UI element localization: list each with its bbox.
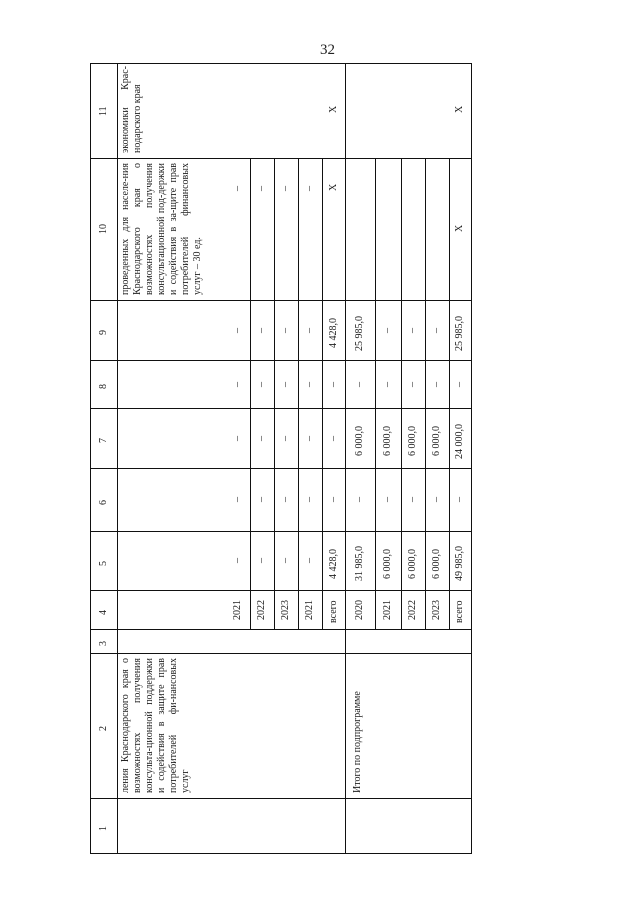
item-c9: – — [280, 327, 291, 333]
table-rule — [298, 158, 299, 629]
table-rule — [90, 158, 471, 159]
table-rule — [117, 63, 118, 853]
item-c5: – — [280, 558, 291, 564]
table-rule — [90, 629, 471, 630]
item-c6: – — [280, 497, 291, 503]
table-rule — [345, 63, 346, 853]
item-c10: – — [231, 185, 243, 191]
total-c8: – — [354, 381, 365, 387]
item-c7: – — [280, 435, 291, 441]
item-c10: X — [327, 183, 339, 191]
table-rule — [90, 653, 471, 654]
table-rule — [90, 63, 471, 64]
header-col-5: 5 — [98, 560, 109, 566]
total-c7: 6 000,0 — [407, 426, 418, 457]
item-c5: – — [304, 558, 315, 564]
table-rule — [90, 531, 471, 532]
total-c6: – — [407, 497, 418, 503]
page-number: 32 — [320, 42, 335, 58]
total-c6: – — [354, 497, 365, 503]
item-c7: – — [304, 435, 315, 441]
total-c6: – — [454, 497, 465, 503]
total-c5: 31 985,0 — [354, 546, 365, 582]
item-c10: – — [304, 185, 315, 191]
item-c5: – — [256, 558, 267, 564]
header-col-1: 1 — [98, 825, 109, 831]
header-col-2: 2 — [98, 725, 109, 731]
total-c8: – — [431, 381, 442, 387]
table-rule — [90, 300, 471, 301]
total-c9: – — [382, 327, 393, 333]
item-year: 2021 — [304, 599, 315, 620]
table-rule — [250, 158, 251, 629]
total-c5: 49 985,0 — [454, 546, 465, 582]
header-col-6: 6 — [98, 499, 109, 505]
item-year: всего — [327, 599, 339, 623]
item-executor: экономики Крас-нодарского края — [120, 66, 143, 153]
item-c11: X — [327, 105, 339, 114]
item-c10: – — [256, 185, 267, 191]
table-rule — [322, 158, 323, 629]
table-rule — [90, 590, 471, 591]
total-year: всего — [454, 599, 465, 623]
table-rule — [90, 63, 91, 853]
header-col-3: 3 — [98, 641, 109, 646]
total-c9: – — [431, 327, 442, 333]
item-year: 2021 — [231, 599, 243, 620]
item-c9: – — [304, 327, 315, 333]
total-c5: 6 000,0 — [431, 548, 442, 579]
total-c10: X — [454, 224, 465, 232]
total-year: 2021 — [382, 599, 393, 620]
item-c9: 4 428,0 — [327, 318, 339, 349]
table-rule — [90, 408, 471, 409]
table-rule — [425, 158, 426, 629]
header-col-4: 4 — [98, 609, 109, 615]
table-rule — [449, 158, 450, 629]
header-col-7: 7 — [98, 438, 109, 443]
budget-table — [90, 63, 471, 853]
total-c8: – — [382, 381, 393, 387]
table-rule — [401, 158, 402, 629]
header-col-9: 9 — [98, 330, 109, 335]
table-rule — [274, 158, 275, 629]
total-c7: 6 000,0 — [382, 426, 393, 457]
table-rule — [90, 468, 471, 469]
item-c6: – — [231, 497, 243, 503]
item-c10: – — [280, 185, 291, 191]
item-c7: – — [256, 435, 267, 441]
total-year: 2023 — [431, 599, 442, 620]
item-c8: – — [304, 381, 315, 387]
table-rule — [90, 798, 471, 799]
item-c8: – — [327, 381, 339, 387]
total-year: 2020 — [354, 599, 365, 620]
total-c7: 6 000,0 — [354, 426, 365, 457]
header-col-10: 10 — [98, 224, 109, 234]
total-year: 2022 — [407, 599, 418, 620]
table-rule — [90, 360, 471, 361]
total-c7: 24 000,0 — [454, 423, 465, 459]
table-rule — [471, 63, 472, 853]
item-c8: – — [256, 381, 267, 387]
item-c7: – — [327, 435, 339, 441]
total-c9: 25 985,0 — [354, 315, 365, 351]
item-c6: – — [304, 497, 315, 503]
table-rule — [375, 158, 376, 629]
item-c9: – — [256, 327, 267, 333]
total-c5: 6 000,0 — [382, 548, 393, 579]
header-col-11: 11 — [98, 105, 109, 116]
item-description: ления Краснодарского края о возможностях получения консульта-ционной поддержки и содействия в защите прав потребителей фи-нансовых услуг — [120, 658, 191, 793]
item-year: 2023 — [280, 599, 291, 620]
total-c6: – — [382, 497, 393, 503]
item-c9: – — [231, 327, 243, 333]
item-c7: – — [231, 435, 243, 441]
header-col-8: 8 — [98, 384, 109, 389]
total-c9: – — [407, 327, 418, 333]
item-c6: – — [256, 497, 267, 503]
total-c8: – — [407, 381, 418, 387]
total-c9: 25 985,0 — [454, 315, 465, 351]
total-c6: – — [431, 497, 442, 503]
item-c6: – — [327, 497, 339, 503]
total-label: Итого по подпрограмме — [352, 691, 363, 793]
table-rule — [90, 853, 472, 854]
total-c8: – — [454, 381, 465, 387]
item-c8: – — [280, 381, 291, 387]
item-c5: – — [231, 558, 243, 564]
item-result-text: проведенных для населе-ния Краснодарского края о возможностях получения консультационной под-держки и содействия в за-щите прав потребителей финансовых услуг – 30 ед. — [120, 163, 203, 295]
item-c8: – — [231, 381, 243, 387]
total-c5: 6 000,0 — [407, 548, 418, 579]
total-c11: X — [454, 105, 465, 114]
total-c7: 6 000,0 — [431, 426, 442, 457]
item-c5: 4 428,0 — [327, 548, 339, 579]
item-year: 2022 — [256, 599, 267, 620]
